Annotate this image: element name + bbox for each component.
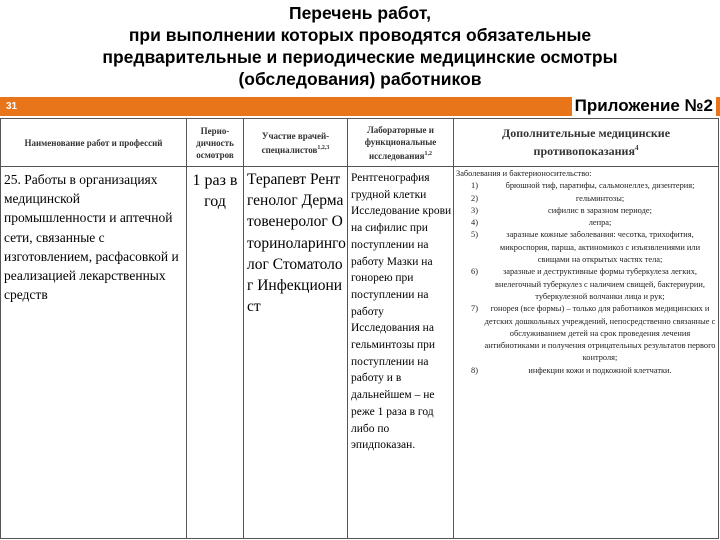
contra-intro: Заболевания и бактерионосительство: — [456, 169, 592, 178]
title-line: при выполнении которых проводятся обязательные — [128, 25, 592, 45]
work-list-table — [0, 118, 719, 539]
header-contraindications: Дополнительные медицинские противопоказания$^4$ — [454, 119, 719, 167]
appendix-label: Приложение №2 — [572, 96, 716, 116]
title-line: (обследования) работников — [238, 69, 482, 89]
slide-number: 31 — [6, 101, 18, 112]
cell-period: 1 раз в год — [187, 167, 244, 539]
table-header-row — [1, 119, 719, 167]
list-item: 1) брюшной тиф, паратифы, сальмонеллез, дизентерия; — [471, 181, 695, 191]
header-work: Наименование работ и профессий — [1, 119, 187, 167]
cell-doctors: Терапевт Рентгенолог Дерматовенеролог Оториноларинголог Стоматолог Инфекционист — [244, 167, 348, 539]
table-row — [1, 167, 719, 539]
header-doctors: Участие врачей-специалистов$^{1,2,3}$ — [244, 119, 348, 167]
list-item: 7) гонорея (все формы) – только для работников медицинских и детских дошкольных учреждений, непосредственно связанные с обслуживанием детей на срок проведения лечения антибиотиками и получения отрицательных результатов первого контроля; — [471, 304, 716, 363]
list-item: 5) заразные кожные заболевания: чесотка, трихофития, микроспория, парша, актиномикоз с изъязвлениями или свищами на открытых частях тела; — [471, 230, 701, 265]
list-item: 8) инфекции кожи и подкожной клетчатки. — [471, 365, 672, 375]
title-line: предварительные и периодические медицинские осмотры — [102, 47, 618, 67]
cell-lab: Рентгенография грудной клетки Исследование крови на сифилис при поступлении на работу Мазки на гонорею при поступлении на работу Исследования на гельминтозы при поступлении на работу и в дальнейшем – не реже 1 раза в год либо по эпидпоказан. — [348, 167, 454, 539]
cell-work: 25. Работы в организациях медицинской промышленности и аптечной сети, связанные с изготовлением, расфасовкой и реализацией лекарственных средств — [1, 167, 187, 539]
header-period: Перио-дичность осмотров — [187, 119, 244, 167]
list-item: 3) сифилис в заразном периоде; — [471, 205, 652, 215]
header-lab: Лабораторные и функциональные исследования$^{1,2}$ — [348, 119, 454, 167]
list-item: 4) лепра; — [471, 218, 612, 228]
list-item: 2) гельминтозы; — [471, 193, 625, 203]
list-item: 6) заразные и деструктивные формы туберкулеза легких, внелегочный туберкулез с наличием свищей, бактериурии, туберкулезной волчанки лица и рук; — [471, 267, 705, 301]
cell-contraindications — [454, 167, 719, 539]
page-title — [0, 2, 720, 90]
title-line: Перечень работ, — [289, 3, 431, 23]
